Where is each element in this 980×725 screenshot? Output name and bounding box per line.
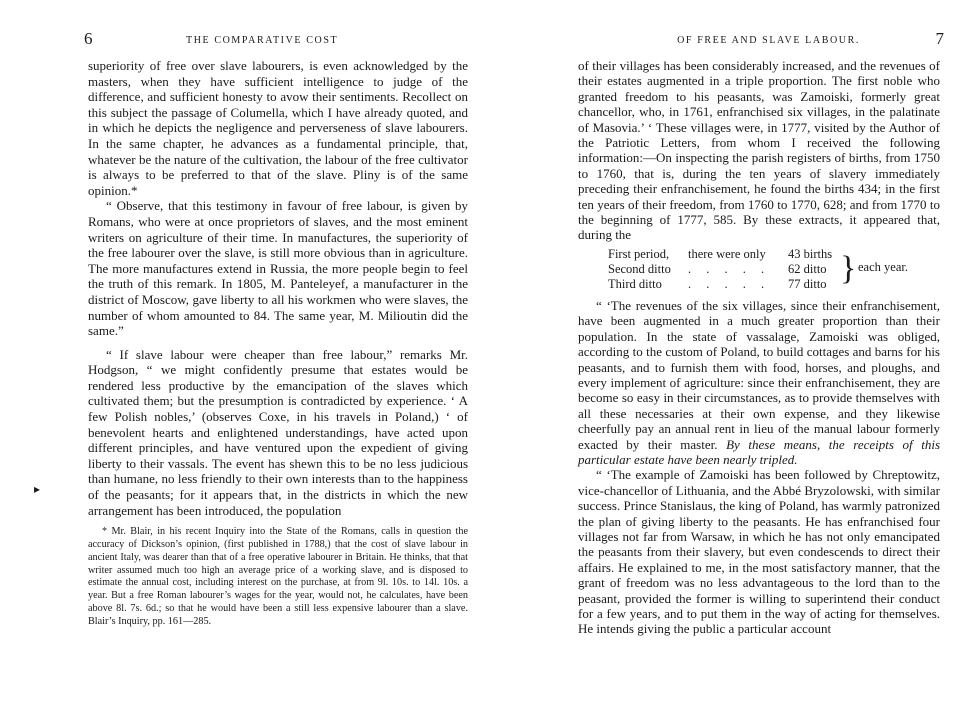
paragraph: “ ‘The example of Zamoiski has been followed by Chreptowitz, vice-chancellor of Lithuania, and the Abbé Bryzolowski, with similar success. Prince Stanislaus, the king of Poland, has warmly patronized the plan of giving liberty to the peasants. He has enfranchised four villages not far from Warsaw, in which he has not only emancipated the peasants from their slavery, but even condescends to direct their affairs. He explained to me, in the most satisfactory manner, that the grant of freedom was no less advantageous to the lord than to the peasant, provided the former is willing to superintend their conduct for a few years, and to put them in the way of acting for themselves. He intends giving the public a particular account bbox=[578, 467, 940, 637]
paragraph: of their villages has been considerably increased, and the revenues of their estates augmented in a triple proportion. The first noble who granted freedom to his peasants, was Zamoiski, formerly great chancellor, who, in 1761, enfranchised six villages, in the palatinate of Masovia.’ ‘ These villages were, in 1777, visited by the Author of the Patriotic Letters, from whom I received the following information:—On inspecting the parish registers of births, from 1750 to 1760, that is, during the ten years of slavery immediately preceding their enfranchisement, he found the births 434; in the first ten years of their freedom, from 1760 to 1770, 628; and from 1770 to the beginning of 1777, 585. By these extracts, it appeared that, during the bbox=[578, 58, 940, 243]
row-dots: . . . . . bbox=[688, 261, 771, 276]
table-row bbox=[608, 277, 940, 292]
margin-mark: ▸ bbox=[34, 482, 41, 496]
brace: } bbox=[840, 249, 857, 287]
page-number: 7 bbox=[935, 29, 944, 48]
paragraph: “ Observe, that this testimony in favour of free labour, is given by Romans, who were at once proprietors of slaves, and the most eminent writers on agriculture of their time. In manufactures, the superiority of the free labourer over the slave, is still more obvious than in agriculture. The more manufactures extend in Russia, the more people begin to feel the truth of this remark. In 1805, M. Panteleyef, a manufacturer in the district of Moscow, gave liberty to all his workmen who were slaves, the number of whom amounted to 84. The same year, M. Milioutin did the same.” bbox=[88, 198, 468, 339]
right-page-body bbox=[578, 58, 940, 637]
right-page-header bbox=[578, 29, 944, 56]
row-label: First period, bbox=[608, 246, 670, 261]
page-number: 6 bbox=[84, 29, 93, 48]
footnote-text: * Mr. Blair, in his recent Inquiry into the State of the Romans, calls in question the accuracy of Dickson’s opinion, (first published in 1788,) that the cost of slave labour in ancient Italy, was dearer than that of a free operative labourer in Britain. He thinks, that that writer assumed much too high an average price of a working slave, and is disposed to estimate the annual cost, including interest on the purchase, at from 9l. 10s. to 14l. 10s. a year. But a free Roman labourer’s wages for the year, would not, he calculates, have been above 8l. 7s. 6d.; so that he would have been a still less expensive labourer than a slave. Blair’s Inquiry, pp. 161—285. bbox=[88, 526, 468, 627]
row-dots: . . . . . bbox=[688, 276, 771, 291]
births-table bbox=[608, 247, 940, 292]
brace-note: each year. bbox=[858, 259, 908, 274]
paragraph bbox=[578, 298, 940, 467]
paragraph: “ If slave labour were cheaper than free labour,” remarks Mr. Hodgson, “ we might confidently presume that estates would be rendered less productive by the emancipation of the slaves which cultivated them; but the presumption is contradicted by experience. ‘ A few Polish nobles,’ (observes Coxe, in his travels in Poland,) ‘ of benevolent hearts and enlightened understandings, have acted upon different principles, and have ventured upon the expedient of giving liberty to their vassals. The event has shewn this to be no less judicious than humane, no less friendly to their own interests than to the happiness of the peasants; for it appears that, in the districts in which the new arrangement has been introduced, the population bbox=[88, 346, 468, 518]
row-value: 77 ditto bbox=[788, 276, 827, 291]
row-value: 62 ditto bbox=[788, 261, 827, 276]
row-label: Second ditto bbox=[608, 261, 671, 276]
row-label: Third ditto bbox=[608, 276, 662, 291]
paragraph: superiority of free over slave labourers, is even acknowledged by the masters, when they have sufficient intelligence to judge of the difference, and sufficient honesty to avow their sentiments. Recollect on this subject the passage of Columella, which I have already quoted, and in which he depicts the negligence and perverseness of slave labourers. In the same chapter, he advances as a fundamental principle, that, whatever be the nature of the cultivation, the labour of the free cultivator is always to be preferred to that of the slave. Pliny is of the same opinion.* bbox=[88, 58, 468, 198]
left-page-header bbox=[84, 29, 468, 56]
running-title: OF FREE AND SLAVE LABOUR. bbox=[677, 35, 860, 46]
row-text: there were only bbox=[688, 246, 766, 261]
left-page-body bbox=[88, 58, 468, 629]
row-value: 43 births bbox=[788, 246, 833, 261]
running-title: THE COMPARATIVE COST bbox=[186, 35, 339, 46]
italic-text: By these means, the receipts of this particular estate have been nearly tripled. bbox=[578, 436, 941, 467]
paragraph-text: “ ‘The revenues of the six villages, since their enfranchisement, have been augmented in a much greater proportion than their population. In the state of vassalage, Zamoiski was obliged, according to the custom of Poland, to build cottages and barns for his peasants, and to furnish them with food, horses, and ploughs, and every implement of agriculture: since their enfranchisement, they are become so easy in their circumstances, as to provide themselves with all these necessaries at their own expense, and they likewise cheerfully pay an annual rent in lieu of the manual labour formerly exacted by their master. bbox=[578, 297, 940, 452]
footnote bbox=[88, 526, 468, 628]
right-page bbox=[490, 0, 980, 725]
